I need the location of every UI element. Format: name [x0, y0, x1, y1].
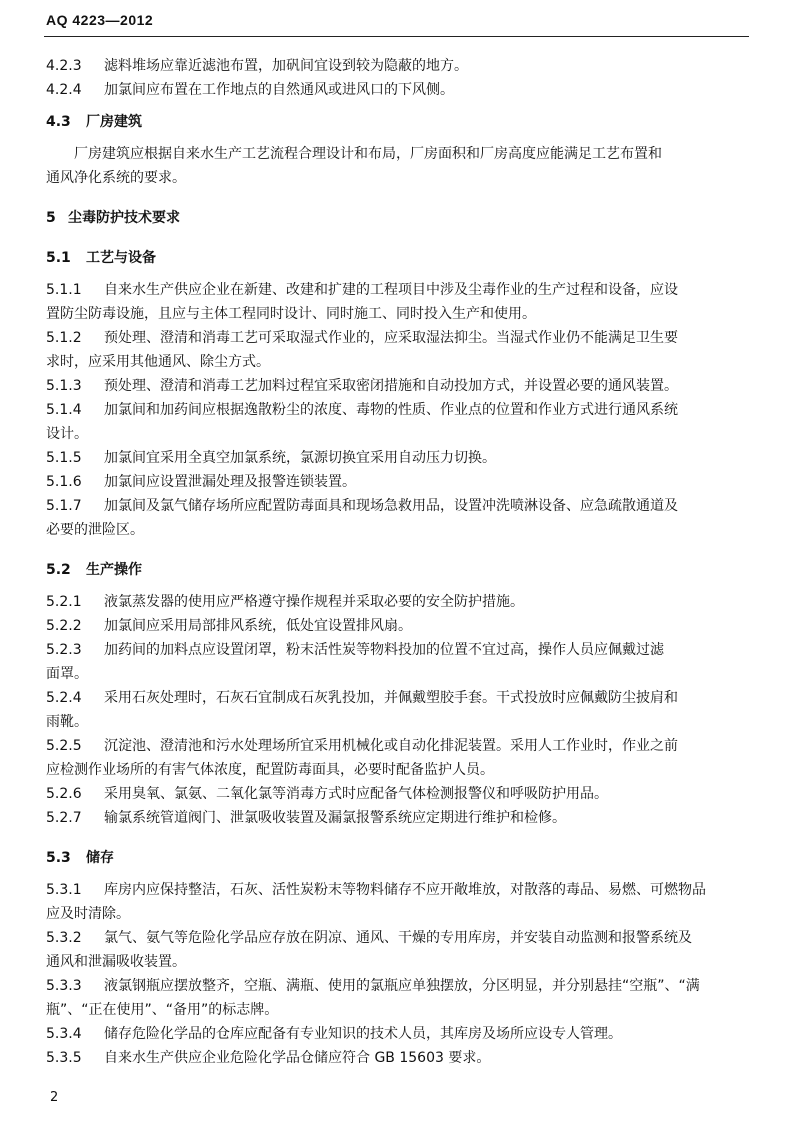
document-header: AQ 4223—2012 — [46, 12, 154, 28]
clause-continuation: 求时，应采用其他通风、除尘方式。 — [46, 354, 270, 370]
clause-number: 5.2.6 — [46, 786, 82, 802]
clause-item — [46, 1022, 751, 1046]
clause-text: 自来水生产供应企业危险化学品仓储应符合 GB 15603 要求。 — [104, 1050, 491, 1066]
clause-text: 加药间的加料点应设置闭罩，粉末活性炭等物料投加的位置不宜过高，操作人员应佩戴过滤 — [104, 642, 664, 658]
section-4-3-paragraph-line-1: 厂房建筑应根据自来水生产工艺流程合理设计和布局，厂房面积和厂房高度应能满足工艺布置和 — [74, 146, 662, 162]
clause-text: 储存危险化学品的仓库应配备有专业知识的技术人员，其库房及场所应设专人管理。 — [104, 1026, 622, 1042]
clause-continuation: 通风和泄漏吸收装置。 — [46, 954, 186, 970]
clause-text: 加氯间应设置泄漏处理及报警连锁装置。 — [104, 474, 356, 490]
section-number: 5 — [46, 210, 56, 226]
clause-number: 5.2.4 — [46, 690, 82, 706]
clause-continuation: 雨靴。 — [46, 714, 88, 730]
clause-number: 5.1.3 — [46, 378, 82, 394]
clause-number: 5.2.5 — [46, 738, 82, 754]
clause-continuation: 应检测作业场所的有害气体浓度，配置防毒面具，必要时配备监护人员。 — [46, 762, 494, 778]
clause-item — [46, 470, 751, 494]
section-5-1-clauses — [46, 278, 751, 542]
clause-text: 液氯蒸发器的使用应严格遵守操作规程并采取必要的安全防护措施。 — [104, 594, 524, 610]
clause-text: 加氯间应布置在工作地点的自然通风或进风口的下风侧。 — [104, 82, 454, 98]
clause-continuation: 瓶”、“正在使用”、“备用”的标志牌。 — [46, 1002, 279, 1018]
clause-number: 5.3.5 — [46, 1050, 82, 1066]
clause-text: 加氯间和加药间应根据逸散粉尘的浓度、毒物的性质、作业点的位置和作业方式进行通风系统 — [104, 402, 678, 418]
clause-continuation: 面罩。 — [46, 666, 88, 682]
section-title: 工艺与设备 — [86, 250, 156, 266]
clause-number: 4.2.4 — [46, 82, 82, 98]
clause-item — [46, 806, 751, 830]
clause-4-2-3 — [46, 54, 751, 78]
clause-number: 5.1.7 — [46, 498, 82, 514]
page-number: 2 — [50, 1090, 59, 1105]
clause-text: 液氯钢瓶应摆放整齐，空瓶、满瓶、使用的氯瓶应单独摆放，分区明显，并分别悬挂“空瓶”、“满 — [104, 978, 700, 994]
clause-number: 5.3.3 — [46, 978, 82, 994]
section-5-1-heading — [46, 246, 751, 270]
clause-text: 加氯间及氯气储存场所应配置防毒面具和现场急救用品，设置冲洗喷淋设备、应急疏散通道及 — [104, 498, 678, 514]
clause-number: 5.1.5 — [46, 450, 82, 466]
section-title: 尘毒防护技术要求 — [68, 210, 180, 226]
clause-number: 5.2.7 — [46, 810, 82, 826]
clause-text: 加氯间应采用局部排风系统，低处宜设置排风扇。 — [104, 618, 412, 634]
section-5-heading — [46, 206, 751, 230]
clause-4-2-4 — [46, 78, 751, 102]
section-5-2-heading — [46, 558, 751, 582]
clause-item — [46, 326, 751, 374]
clause-text: 采用臭氧、氯氨、二氧化氯等消毒方式时应配备气体检测报警仪和呼吸防护用品。 — [104, 786, 608, 802]
clause-number: 5.2.3 — [46, 642, 82, 658]
clause-number: 5.2.2 — [46, 618, 82, 634]
clause-text: 库房内应保持整洁，石灰、活性炭粉末等物料储存不应开敞堆放，对散落的毒品、易燃、可燃物品 — [104, 882, 706, 898]
document-body — [46, 54, 751, 1070]
clause-text: 预处理、澄清和消毒工艺可采取湿式作业的，应采取湿法抑尘。当湿式作业仍不能满足卫生要 — [104, 330, 678, 346]
clause-number: 5.3.2 — [46, 930, 82, 946]
section-title: 生产操作 — [86, 562, 142, 578]
section-number: 5.2 — [46, 562, 71, 578]
clause-number: 5.1.6 — [46, 474, 82, 490]
clause-item — [46, 446, 751, 470]
clause-item — [46, 614, 751, 638]
clause-item — [46, 374, 751, 398]
clause-number: 5.3.1 — [46, 882, 82, 898]
section-title: 厂房建筑 — [86, 114, 142, 130]
clause-text: 输氯系统管道阀门、泄氯吸收装置及漏氯报警系统应定期进行维护和检修。 — [104, 810, 566, 826]
section-4-3-paragraph-line-2: 通风净化系统的要求。 — [46, 170, 186, 186]
clause-number: 5.3.4 — [46, 1026, 82, 1042]
clause-continuation: 应及时清除。 — [46, 906, 130, 922]
clause-text: 预处理、澄清和消毒工艺加料过程宜采取密闭措施和自动投加方式，并设置必要的通风装置。 — [104, 378, 678, 394]
section-5-3-clauses — [46, 878, 751, 1070]
clause-item — [46, 974, 751, 1022]
clause-text: 氯气、氨气等危险化学品应存放在阴凉、通风、干燥的专用库房，并安装自动监测和报警系统及 — [104, 930, 692, 946]
clause-item — [46, 590, 751, 614]
clause-item — [46, 398, 751, 446]
section-number: 4.3 — [46, 114, 71, 130]
section-number: 5.1 — [46, 250, 71, 266]
clause-number: 4.2.3 — [46, 58, 82, 74]
clause-continuation: 置防尘防毒设施，且应与主体工程同时设计、同时施工、同时投入生产和使用。 — [46, 306, 536, 322]
section-5-2-clauses — [46, 590, 751, 830]
clause-item — [46, 686, 751, 734]
clause-text: 自来水生产供应企业在新建、改建和扩建的工程项目中涉及尘毒作业的生产过程和设备，应设 — [104, 282, 678, 298]
section-4-3-heading — [46, 110, 751, 134]
clause-number: 5.1.2 — [46, 330, 82, 346]
clause-text: 加氯间宜采用全真空加氯系统，氯源切换宜采用自动压力切换。 — [104, 450, 496, 466]
clause-number: 5.1.4 — [46, 402, 82, 418]
clause-item — [46, 1046, 751, 1070]
section-number: 5.3 — [46, 850, 71, 866]
clause-text: 采用石灰处理时，石灰石宜制成石灰乳投加，并佩戴塑胶手套。干式投放时应佩戴防尘披肩和 — [104, 690, 678, 706]
clause-item — [46, 278, 751, 326]
section-title: 储存 — [86, 850, 114, 866]
clause-item — [46, 638, 751, 686]
clause-number: 5.1.1 — [46, 282, 82, 298]
header-divider — [44, 36, 749, 37]
section-5-3-heading — [46, 846, 751, 870]
clause-continuation: 必要的泄险区。 — [46, 522, 144, 538]
clause-item — [46, 494, 751, 542]
clause-item — [46, 926, 751, 974]
clause-text: 沉淀池、澄清池和污水处理场所宜采用机械化或自动化排泥装置。采用人工作业时，作业之前 — [104, 738, 678, 754]
clause-item — [46, 878, 751, 926]
clause-text: 滤料堆场应靠近滤池布置，加矾间宜设到较为隐蔽的地方。 — [104, 58, 468, 74]
clause-item — [46, 734, 751, 782]
clause-number: 5.2.1 — [46, 594, 82, 610]
clause-item — [46, 782, 751, 806]
clause-continuation: 设计。 — [46, 426, 88, 442]
